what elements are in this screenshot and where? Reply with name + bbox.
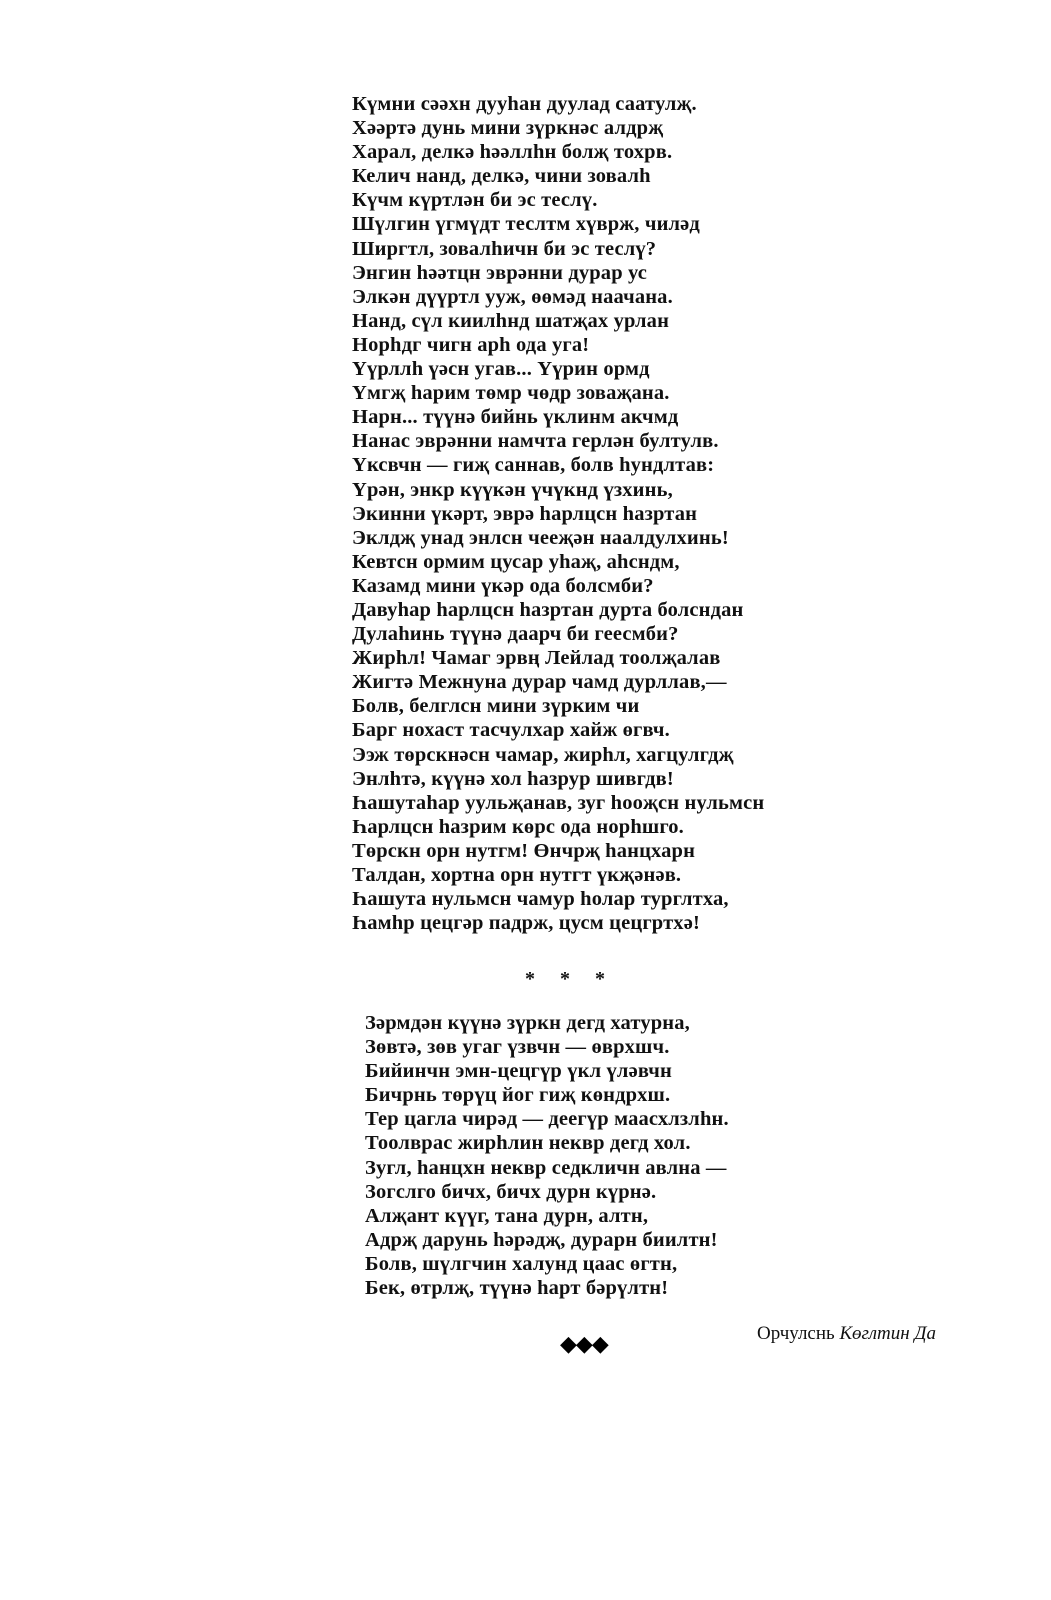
poem-line: Күмни сәәхн дууһан дуулад саатулҗ. [352,93,697,115]
poem-line: Нанас эврәнни намчта герлән бултулв. [352,430,719,453]
section-divider: * * * [525,968,615,990]
poem-line: Энгин һәәтцн эврәнни дурар ус [352,261,648,284]
poem-line: Адрҗ дарунь һәрәдҗ, дурарн биилтн! [365,1228,718,1251]
poem-line: Болв, шүлгчин халунд цаас өгтн, [365,1252,678,1275]
poem-line: Һашутаһар уульҗанав, зуг һооҗсн нульмсн [352,791,765,814]
poem-line: Хәәртә дунь мини зүркнәс алдрҗ [352,117,664,140]
poem-line: Үүрллһ үәсн угав... Үүрин ормд [352,358,650,381]
poem-line: Барг нохаст тасчулхар хайж өгвч. [352,719,670,742]
poem-line: Тоолврас жирһлин неквр дегд хол. [365,1132,691,1155]
poem-line: Эклдҗ унад энлсн чееҗән наалдулхинь! [352,526,729,549]
poem-line: Энлһтә, күүнә хол һазрур шивгдв! [352,767,674,790]
poem-line: Ширгтл, зовалһичн би эс теслү? [352,237,657,260]
poem-line: Зөвтә, зөв угаг үзвчн — өврхшч. [365,1036,670,1059]
poem-line: Зогслго бичх, бичх дурн күрнә. [365,1180,657,1203]
translator-name: Көглтин Да [839,1323,936,1344]
poem-line: Жирһл! Чамаг эрвң Лейлад тоолҗалав [352,647,721,670]
poem-stanza-1 [352,92,764,935]
poem-stanza-2 [365,1011,729,1300]
poem-line: Жигтә Межнуна дурар чамд дурллав,— [352,671,727,694]
translator-signature [757,1323,936,1345]
poem-line: Давуһар һарлцсн һазртан дурта болсндан [352,598,744,621]
poem-line: Ээж төрскнәсн чамар, жирһл, хагцулгдҗ [352,743,734,766]
poem-line: Экинни үкәрт, эврә һарлцсн һазртан [352,502,698,525]
poem-line: Һамһр цецгәр падрж, цусм цецгртхә! [352,912,700,935]
poem-line: Үксвчн — гиҗ саннав, болв һундлтав: [352,454,715,477]
poem-line: Талдан, хортна орн нутгт үкҗәнәв. [352,864,682,886]
poem-line: Кевтсн ормим цусар уһаҗ, аһсндм, [352,550,680,573]
poem-line: Бек, өтрлҗ, түүнә һарт бәрүлтн! [365,1277,669,1300]
poem-line: Нарн... түүнә бийнь үклинм акчмд [352,406,679,429]
poem-line: Үрән, энкр күүкән үчүкнд үзхинь, [352,478,673,501]
poem-line: Дулаһинь түүнә даарч би геесмби? [352,623,679,646]
poem-line: Бичрнь төрүц йог гиҗ көндрхш. [365,1084,671,1107]
poem-line: Болв, белглсн мини зүрким чи [352,695,640,718]
poem-line: Келич нанд, делкә, чини зовалһ [352,165,651,188]
poem-line: Зәрмдән күүнә зүркн дегд хатурна, [365,1012,690,1034]
poem-line: Бийинчн эмн-цецгүр үкл үләвчн [365,1060,672,1083]
poem-line: Төрскн орн нутгм! Өнчрҗ һанцхарн [352,839,696,862]
signature-prefix: Орчулснь [756,1323,835,1344]
poem-line: Һарлцсн һазрим көрс ода норһшго. [352,815,684,838]
poem-line: Шүлгин үгмүдт теслтм хүврж, чиләд [352,213,700,236]
poem-line: Алҗант күүг, тана дурн, алтн, [365,1204,649,1227]
poem-line: Зугл, һанцхн неквр седкличн авлна — [365,1156,727,1179]
poem-line: Һашута нульмсн чамур һолар турглтха, [352,888,729,911]
poem-line: Нанд, сүл киилһнд шатҗах урлан [352,309,670,332]
poem-line: Тер цагла чирәд — деегүр маасхлзлһн. [365,1108,729,1131]
poem-line: Норһдг чигн арһ ода уга! [352,333,590,356]
poem-line: Казамд мини үкәр ода болсмби? [352,574,654,597]
poem-line: Элкән дүүртл ууж, өөмәд наачана. [352,285,673,308]
poem-line: Харал, делкә һәәллһн болҗ тохрв. [352,141,673,164]
end-ornament: ◆◆◆ [560,1331,608,1356]
poem-line: Күчм күртлән би эс теслү. [352,189,598,212]
poem-line: Үмгҗ һарим төмр чөдр зоваҗана. [352,382,670,405]
